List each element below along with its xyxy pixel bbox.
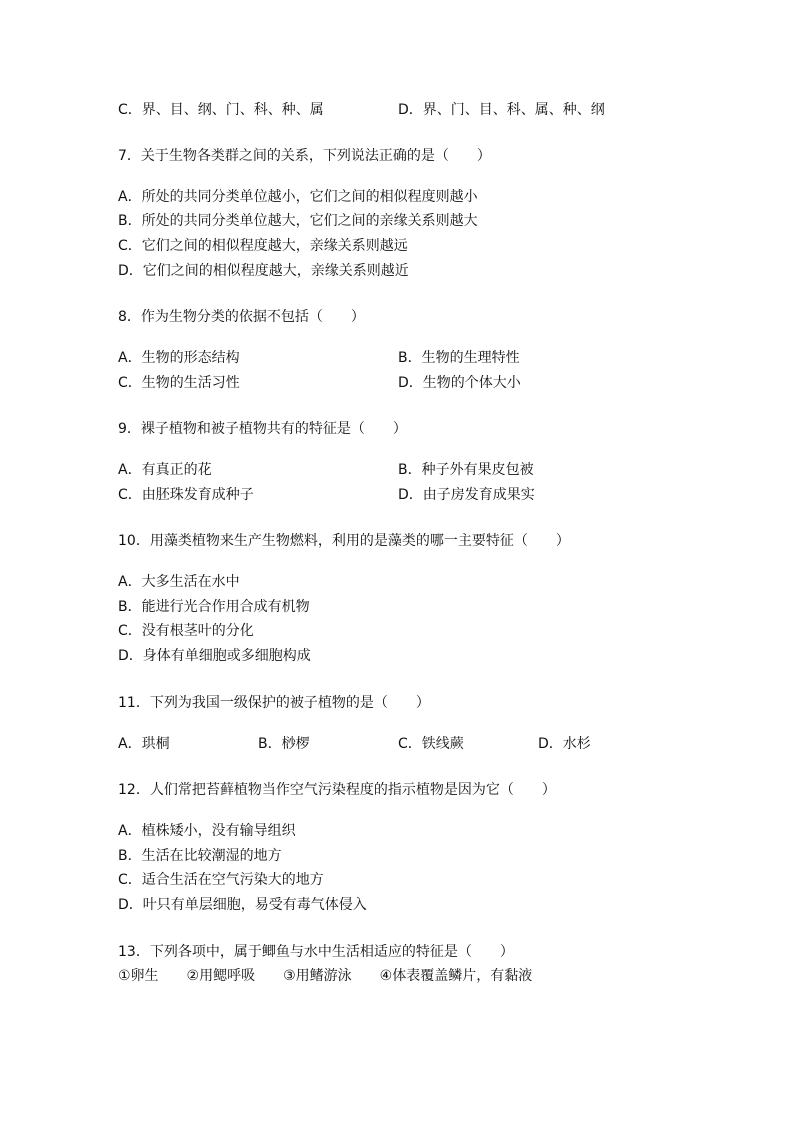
- q9-option-d: D．由子房发育成果实: [398, 487, 535, 503]
- q12-option-d: D．叶只有单层细胞，易受有毒气体侵入: [118, 897, 367, 913]
- q12-option-c: C．适合生活在空气污染大的地方: [118, 872, 324, 888]
- q9-stem: 9．裸子植物和被子植物共有的特征是（ ）: [118, 421, 407, 437]
- q9-option-a: A．有真正的花: [118, 462, 212, 478]
- q9-option-c: C．由胚珠发育成种子: [118, 487, 254, 503]
- q10-stem: 10．用藻类植物来生产生物燃料，利用的是藻类的哪一主要特征（ ）: [118, 533, 570, 549]
- q8-option-d: D．生物的个体大小: [398, 375, 521, 391]
- q12-option-a: A．植株矮小，没有输导组织: [118, 823, 296, 839]
- q6-option-c: C．界、目、纲、门、科、种、属: [118, 102, 324, 118]
- q11-option-d: D．水杉: [538, 736, 591, 752]
- q10-option-c: C．没有根茎叶的分化: [118, 623, 254, 639]
- q10-option-a: A．大多生活在水中: [118, 574, 240, 590]
- q8-stem: 8．作为生物分类的依据不包括（ ）: [118, 309, 365, 325]
- q7-stem: 7．关于生物各类群之间的关系，下列说法正确的是（ ）: [118, 148, 491, 164]
- q12-stem: 12．人们常把苔藓植物当作空气污染程度的指示植物是因为它（ ）: [118, 782, 556, 798]
- q8-option-c: C．生物的生活习性: [118, 375, 240, 391]
- q7-option-b: B．所处的共同分类单位越大，它们之间的亲缘关系则越大: [118, 213, 478, 229]
- q11-option-b: B．桫椤: [258, 736, 310, 752]
- q7-option-d: D．它们之间的相似程度越大，亲缘关系则越近: [118, 263, 409, 279]
- q11-stem: 11．下列为我国一级保护的被子植物的是（ ）: [118, 695, 430, 711]
- q7-option-a: A．所处的共同分类单位越小，它们之间的相似程度则越小: [118, 189, 478, 205]
- q7-option-c: C．它们之间的相似程度越大，亲缘关系则越远: [118, 238, 408, 254]
- q13-stem: 13．下列各项中，属于鲫鱼与水中生活相适应的特征是（ ）: [118, 944, 514, 960]
- q11-option-c: C．铁线蕨: [398, 736, 464, 752]
- q10-option-d: D．身体有单细胞或多细胞构成: [118, 648, 311, 664]
- q12-option-b: B．生活在比较潮湿的地方: [118, 848, 282, 864]
- q13-items: ①卵生 ②用鳃呼吸 ③用鳍游泳 ④体表覆盖鳞片，有黏液: [118, 968, 533, 984]
- q9-option-b: B．种子外有果皮包被: [398, 462, 534, 478]
- q11-option-a: A．珙桐: [118, 736, 170, 752]
- q10-option-b: B．能进行光合作用合成有机物: [118, 599, 310, 615]
- q6-option-d: D．界、门、目、科、属、种、纲: [398, 102, 605, 118]
- q8-option-b: B．生物的生理特性: [398, 350, 520, 366]
- q8-option-a: A．生物的形态结构: [118, 350, 240, 366]
